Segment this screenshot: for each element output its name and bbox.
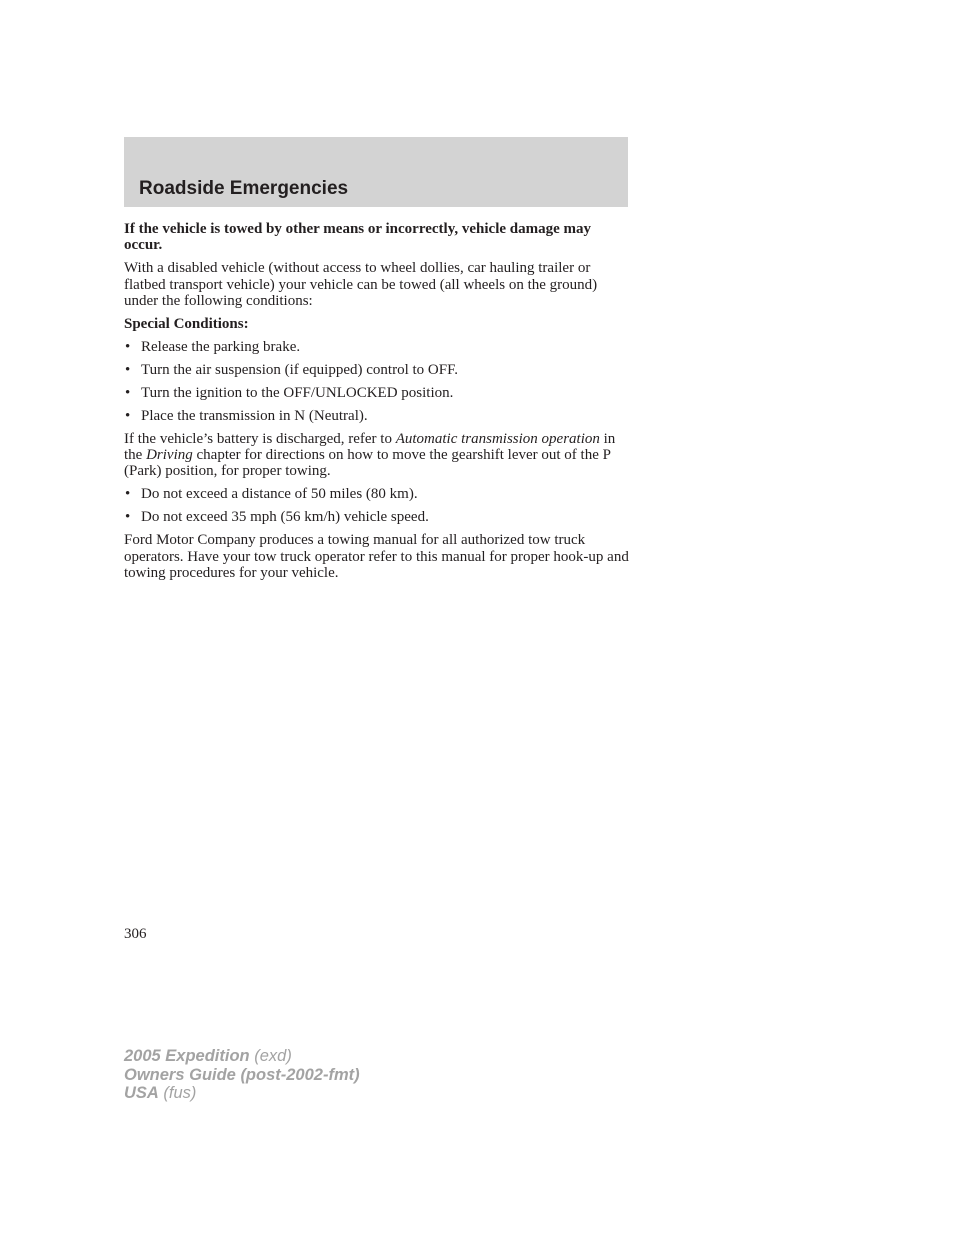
list-item (124, 385, 630, 401)
bullet-icon: • (125, 509, 131, 526)
bullet-icon: • (125, 384, 131, 401)
list-item-text: Turn the air suspension (if equipped) control to OFF. (141, 361, 458, 378)
footer-model: 2005 Expedition (124, 1047, 250, 1065)
page-content (124, 221, 630, 588)
bullet-icon: • (125, 486, 131, 503)
list-item-text: Release the parking brake. (141, 338, 301, 355)
battery-note-paragraph (124, 431, 630, 480)
footer-market-code: (fus) (158, 1084, 197, 1102)
list-item (124, 486, 630, 502)
document-footer (124, 1047, 360, 1103)
bullet-icon: • (125, 338, 131, 355)
footer-market: USA (124, 1084, 159, 1102)
battery-note-text: If the vehicle’s battery is discharged, refer to (124, 430, 396, 447)
bullet-icon: • (125, 407, 131, 424)
footer-guide: Owners Guide (post-2002-fmt) (124, 1065, 360, 1084)
list-item (124, 408, 630, 424)
page-number: 306 (124, 926, 147, 942)
footer-model-code: (exd) (249, 1047, 292, 1065)
conditions-list (124, 339, 630, 424)
intro-paragraph: With a disabled vehicle (without access to wheel dollies, car hauling trailer or flatbed transport vehicle) your vehicle can be towed (all wheels on the ground) under the following conditions: (124, 260, 598, 310)
footer-line-3 (124, 1084, 360, 1103)
list-item-text: Place the transmission in N (Neutral). (141, 407, 368, 424)
section-header-band (124, 137, 628, 207)
list-item-text: Do not exceed a distance of 50 miles (80 km). (141, 486, 418, 503)
bullet-icon: • (125, 361, 131, 378)
list-item-text: Do not exceed 35 mph (56 km/h) vehicle speed. (141, 509, 429, 526)
section-title: Roadside Emergencies (139, 178, 349, 199)
battery-note-text: in the (124, 430, 616, 463)
footer-line-1 (124, 1047, 360, 1066)
transmission-reference: Automatic transmission operation (395, 430, 600, 447)
driving-chapter-reference: Driving (146, 446, 193, 463)
warning-text: If the vehicle is towed by other means or incorrectly, vehicle damage may occur. (124, 221, 592, 254)
list-item (124, 362, 630, 378)
list-item (124, 339, 630, 355)
limits-list (124, 486, 630, 525)
closing-paragraph: Ford Motor Company produces a towing manual for all authorized tow truck operators. Have your tow truck operator refer to this manual for proper hook-up and towing procedures for your vehicle. (124, 532, 629, 581)
battery-note-text: chapter for directions on how to move the gearshift lever out of the P (Park) position, for proper towing. (124, 446, 611, 480)
list-item (124, 509, 630, 525)
footer-line-2 (124, 1066, 360, 1085)
special-conditions-heading: Special Conditions: (124, 316, 249, 333)
list-item-text: Turn the ignition to the OFF/UNLOCKED position. (141, 384, 454, 401)
